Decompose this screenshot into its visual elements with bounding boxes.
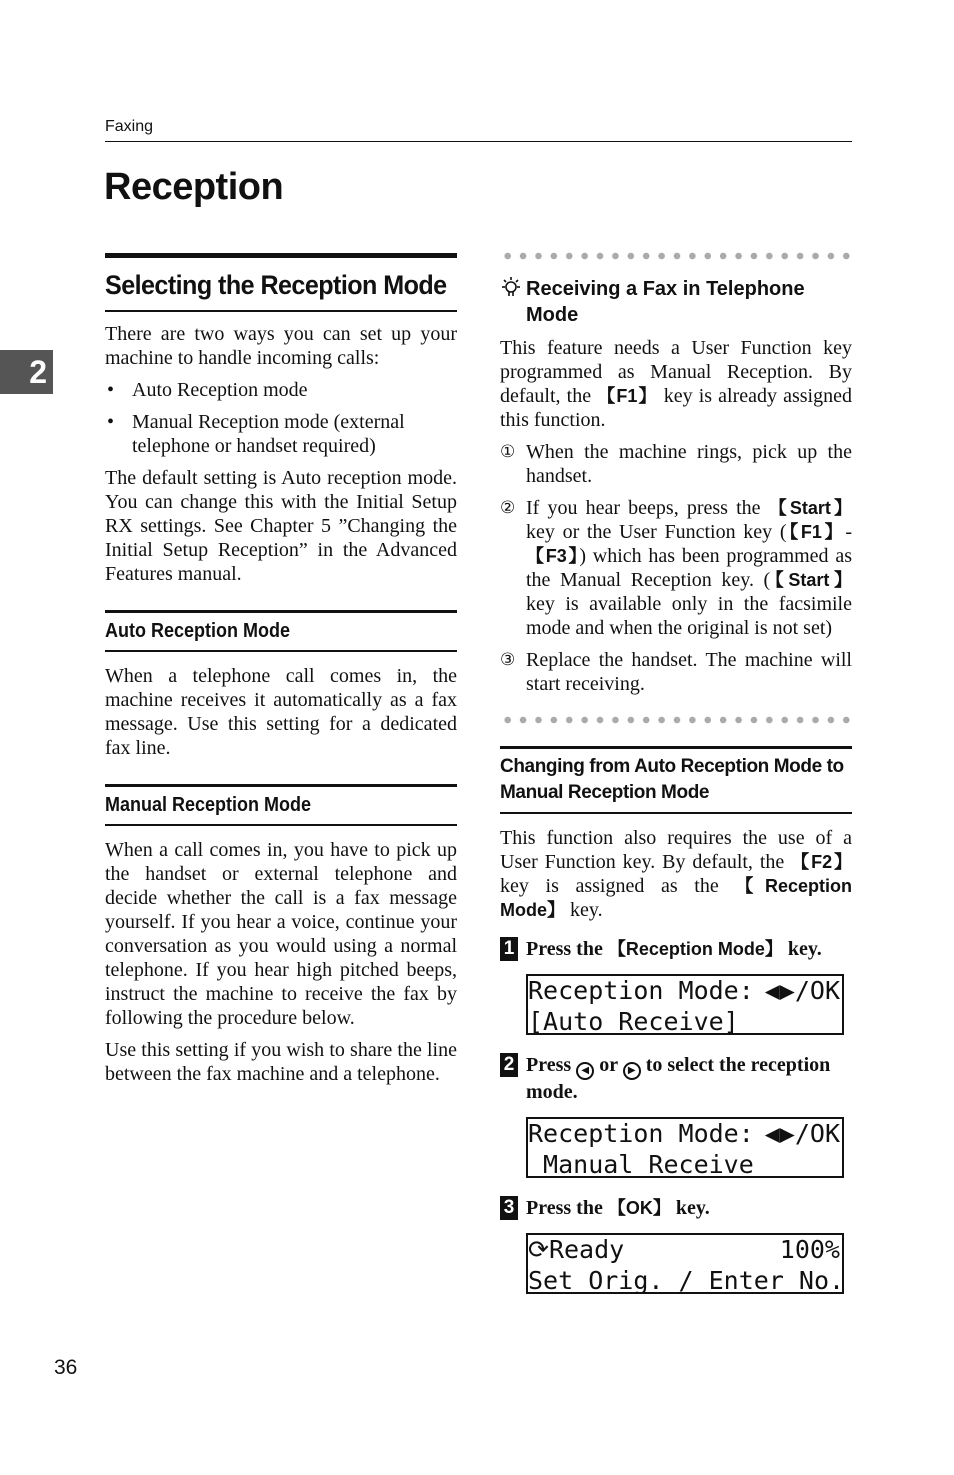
- page-number: 36: [54, 1356, 78, 1379]
- procedure-step-3: 3 Press the 【OK】 key.: [500, 1196, 852, 1220]
- chapter-tab: 2: [0, 350, 53, 394]
- header-rule: [105, 141, 852, 142]
- step-number: 3: [500, 1196, 518, 1220]
- list-item: ② If you hear beeps, press the 【Start】 key or the User Function key (【F1】-【F3】) which has been programmed as the Manual Reception key. (【Start】 key is available only in the facsimile mode and when the original is not set): [500, 497, 852, 639]
- subsection-rule-top: [500, 746, 852, 749]
- left-column: [105, 253, 457, 1086]
- refresh-icon: ⟳: [528, 1235, 549, 1264]
- changing-mode-paragraph: This function also requires the use of a User Function key. By default, the 【F2】 key is assigned as the 【Reception Mode】 key.: [500, 827, 853, 921]
- share-line-paragraph: Use this setting if you wish to share the line between the fax machine and a telephone.: [105, 1039, 457, 1085]
- manual-reception-paragraph: When a call comes in, you have to pick up the handset or external telephone and decide whether the call is a fax message yourself. If you hear a voice, continue your conversation as you would using a normal telephone. If you hear high pitched beeps, instruct the machine to receive the fax by following the procedure below.: [105, 839, 457, 1029]
- circled-left-arrow-icon: ◀: [576, 1062, 594, 1080]
- manual-reception-title: Manual Reception Mode: [105, 794, 312, 816]
- lcd-display-manual-receive: Reception Mode: ◀▶/OK Manual Receive: [526, 1117, 844, 1178]
- page-title: Reception: [104, 166, 284, 208]
- telephone-mode-steps: [500, 440, 852, 696]
- note-heading: Receiving a Fax in Telephone Mode: [500, 276, 852, 328]
- list-item: ① When the machine rings, pick up the handset.: [500, 441, 852, 487]
- auto-reception-title: Auto Reception Mode: [105, 620, 290, 642]
- step-number: 1: [500, 937, 518, 961]
- intro-paragraph: There are two ways you can set up your machine to handle incoming calls:: [105, 323, 457, 369]
- default-setting-paragraph: The default setting is Auto reception mode. You can change this with the Initial Setup RX settings. See Chapter 5 ”Changing the Initial Setup Reception” in the Advanced Features manual.: [105, 467, 457, 585]
- procedure-step-1: 1 Press the 【Reception Mode】 key.: [500, 937, 852, 961]
- list-item: • Manual Reception mode (external telephone or handset required): [107, 411, 405, 457]
- list-item: ③ Replace the handset. The machine will start receiving.: [500, 649, 852, 695]
- running-head: Faxing: [105, 118, 154, 135]
- auto-reception-paragraph: When a telephone call comes in, the machine receives it automatically as a fax message. Use this setting for a dedicated fax line.: [105, 665, 457, 759]
- note-intro-paragraph: This feature needs a User Function key programmed as Manual Reception. By default, the 【F1】 key is already assigned this function.: [500, 337, 852, 431]
- procedure-step-2: 2 Press ◀ or ▶ to select the reception mode.: [500, 1053, 852, 1104]
- step-number: 2: [500, 1053, 518, 1077]
- section-title: Selecting the Reception Mode: [105, 270, 447, 300]
- note-dotted-rule-bottom: [500, 714, 852, 726]
- circled-right-arrow-icon: ▶: [623, 1062, 641, 1080]
- note-dotted-rule-top: [500, 250, 852, 262]
- lightbulb-icon: [500, 276, 526, 305]
- subsection-rule-top: [105, 610, 457, 613]
- lcd-display-auto-receive: Reception Mode: ◀▶/OK [Auto Receive]: [526, 974, 844, 1035]
- list-item: • Auto Reception mode: [107, 379, 308, 401]
- changing-mode-title: Changing from Auto Reception Mode to Manual Reception Mode: [500, 756, 844, 803]
- section-rule-top: [105, 253, 457, 258]
- reception-mode-list: [105, 378, 457, 458]
- lcd-display-ready: ⟳Ready 100% Set Orig. / Enter No.: [528, 1235, 845, 1295]
- right-column: [500, 250, 852, 1294]
- subsection-rule-top: [105, 784, 457, 787]
